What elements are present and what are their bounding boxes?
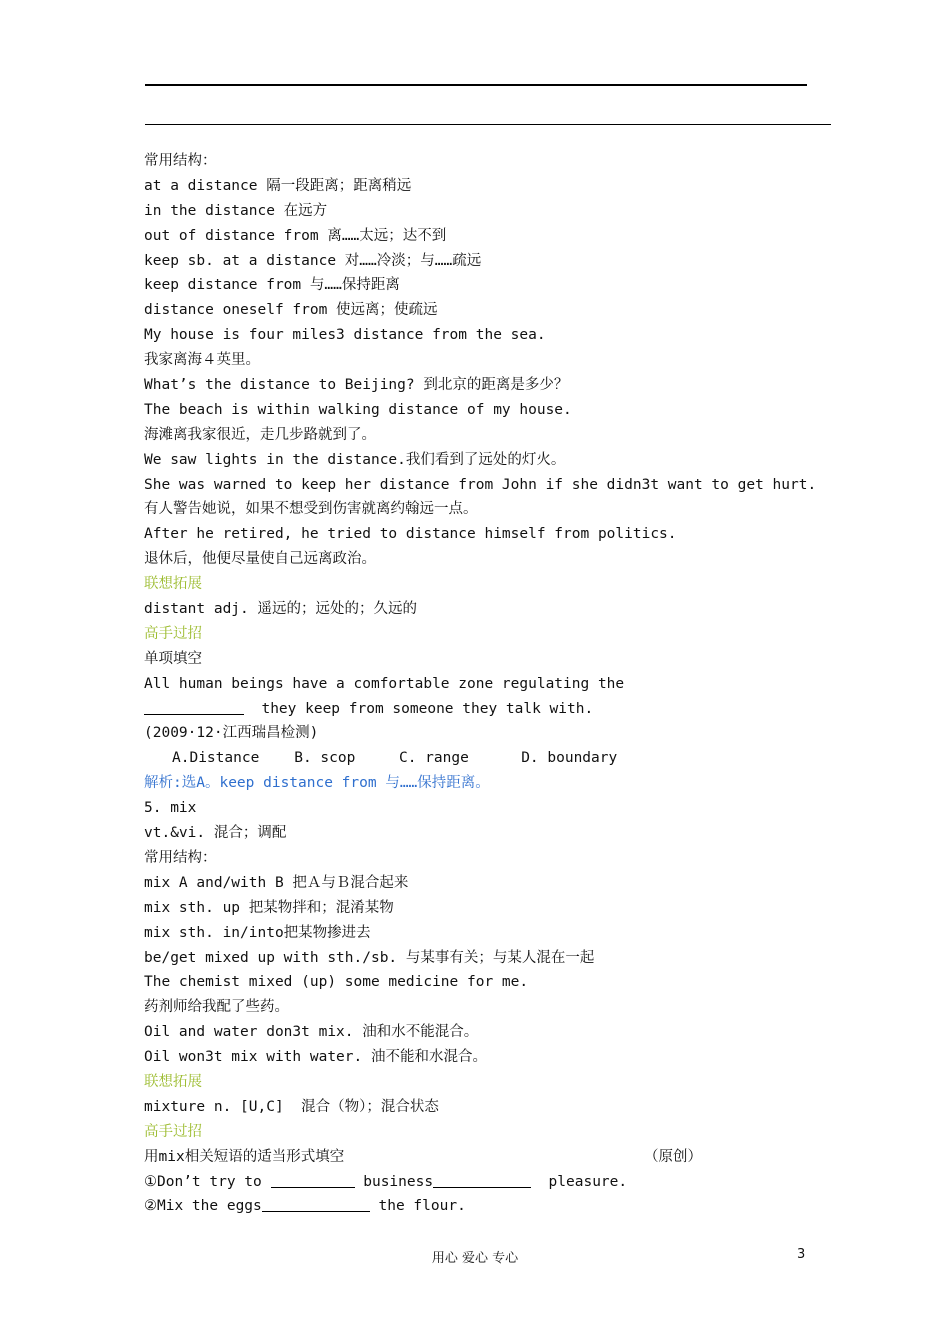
text-line: mix sth. up 把某物拌和；混淆某物 <box>144 899 394 916</box>
exercise-text: ②Mix the eggs <box>144 1198 262 1215</box>
exercise-text: the flour. <box>378 1198 466 1215</box>
text-line: keep sb. at a distance 对……冷淡；与……疏远 <box>144 252 482 269</box>
text-line: The beach is within walking distance of my house. <box>144 401 572 418</box>
entry-heading: 5. mix <box>144 800 197 817</box>
exercise-instruction: 用mix相关短语的适当形式填空 <box>144 1148 345 1165</box>
text-line: in the distance 在远方 <box>144 202 328 219</box>
text-line: 常用结构： <box>144 849 217 866</box>
text-line: 有人警告她说，如果不想受到伤害就离约翰远一点。 <box>144 501 478 518</box>
text-line: Oil and water don3t mix. 油和水不能混合。 <box>144 1024 479 1041</box>
text-line: My house is four miles3 distance from the sea. <box>144 327 546 344</box>
header-rule-bottom <box>145 124 831 125</box>
text-line: mix A and/with B 把Ａ与Ｂ混合起来 <box>144 874 409 891</box>
text-line: distant adj. 遥远的；远处的；久远的 <box>144 601 417 618</box>
text-line: keep distance from 与……保持距离 <box>144 277 400 294</box>
text-line: vt.&vi. 混合；调配 <box>144 825 287 842</box>
text-line: After he retired, he tried to distance himself from politics. <box>144 526 677 543</box>
text-line: mix sth. in/into把某物掺进去 <box>144 924 371 941</box>
question-source: (2009·12·江西瑞昌检测) <box>144 725 319 742</box>
answer-blank <box>433 1171 531 1188</box>
text-line: 常用结构： <box>144 153 217 169</box>
text-line: 我家离海４英里。 <box>144 352 260 369</box>
text-line: She was warned to keep her distance from John if she didn3t want to get hurt. <box>144 476 817 493</box>
question-text-blank-line <box>144 697 834 722</box>
exercise-text: pleasure. <box>548 1173 628 1190</box>
text-line: The chemist mixed (up) some medicine for me. <box>144 974 529 991</box>
exercise-source: （原创） <box>644 1148 702 1165</box>
section-heading: 高手过招 <box>144 1123 202 1140</box>
text-line: We saw lights in the distance.我们看到了远处的灯火。 <box>144 451 566 468</box>
text-line: be/get mixed up with sth./sb. 与某事有关；与某人混在一起 <box>144 949 595 966</box>
text-line: out of distance from 离……太远；达不到 <box>144 227 447 244</box>
header-rule-top <box>145 84 807 86</box>
text-line: 药剂师给我配了些药。 <box>144 999 289 1016</box>
text-line: 海滩离我家很近，走几步路就到了。 <box>144 426 376 443</box>
section-heading: 联想拓展 <box>144 576 202 593</box>
page-footer: 用心 爱心 专心 <box>431 1251 519 1266</box>
text-line: 单项填空 <box>144 650 202 667</box>
exercise-text: ①Don’t try to <box>144 1173 262 1190</box>
text-line: mixture n. [U,C] 混合（物）；混合状态 <box>144 1098 439 1115</box>
answer-blank <box>262 1195 370 1212</box>
answer-options: A.Distance B. scop C. range D. boundary <box>172 750 618 767</box>
exercise-text: business <box>363 1173 434 1190</box>
answer-blank <box>271 1171 355 1188</box>
text-line: distance oneself from 使远离；使疏远 <box>144 302 438 319</box>
answer-explanation: 解析:选A。keep distance from 与……保持距离。 <box>144 775 490 792</box>
text-line: at a distance 隔一段距离；距离稍远 <box>144 177 412 194</box>
document-body <box>144 149 834 1219</box>
question-text-rest: they keep from someone they talk with. <box>261 700 594 717</box>
exercise-item-1 <box>144 1170 834 1195</box>
exercise-item-2 <box>144 1194 834 1219</box>
exercise-instruction-line <box>144 1145 834 1170</box>
section-heading: 联想拓展 <box>144 1073 202 1090</box>
section-heading: 高手过招 <box>144 625 202 642</box>
text-line: Oil won3t mix with water. 油不能和水混合。 <box>144 1049 487 1066</box>
answer-blank <box>144 698 244 715</box>
text-line: What’s the distance to Beijing? 到北京的距离是多少？ <box>144 377 569 394</box>
question-text: All human beings have a comfortable zone regulating the <box>144 675 625 692</box>
page-number: 3 <box>797 1247 806 1262</box>
text-line: 退休后，他便尽量使自己远离政治。 <box>144 551 376 568</box>
